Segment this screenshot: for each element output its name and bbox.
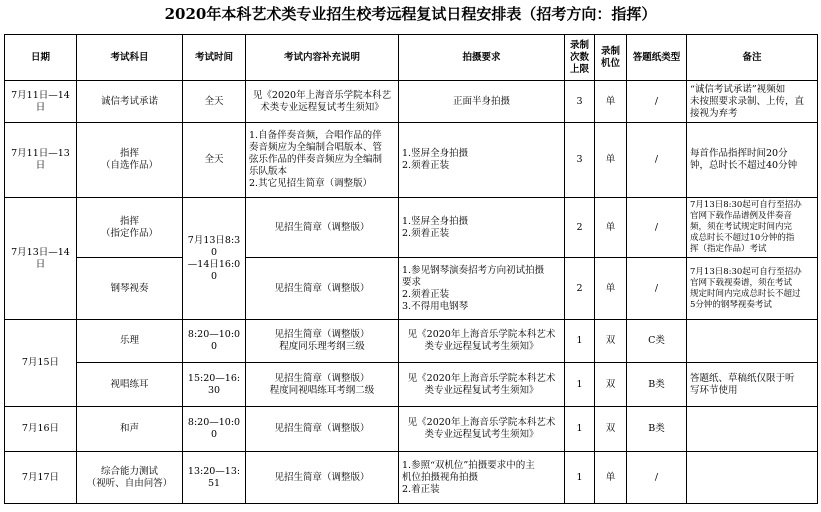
table-row <box>5 123 818 198</box>
cell-content: 见招生简章（调整版） <box>246 452 399 504</box>
cell-sheet: B类 <box>627 407 687 452</box>
header-answer-sheet: 答题纸类型 <box>627 35 687 81</box>
cell-content: 见招生简章（调整版） 程度同视唱练耳考纲二级 <box>246 363 399 407</box>
cell-date: 7月15日 <box>5 320 77 407</box>
cell-date: 7月17日 <box>5 452 77 504</box>
cell-limit: 1 <box>565 320 595 363</box>
cell-position: 单 <box>595 198 627 258</box>
cell-content: 见招生简章（调整版） <box>246 407 399 452</box>
cell-shooting: 1.竖屏全身拍摄 2.须着正装 <box>399 198 565 258</box>
cell-limit: 1 <box>565 407 595 452</box>
cell-time: 8:20—10:00 <box>183 407 246 452</box>
cell-date: 7月11日—13日 <box>5 123 77 198</box>
cell-sheet: / <box>627 123 687 198</box>
header-subject: 考试科目 <box>77 35 183 81</box>
cell-position: 双 <box>595 407 627 452</box>
cell-subject: 综合能力测试 （视听、自由问答） <box>77 452 183 504</box>
cell-subject: 乐理 <box>77 320 183 363</box>
cell-remarks: 7月13日8:30起可自行至招办 官网下载视奏谱，须在考试 规定时间内完成总时长不超过 5分钟的钢琴视奏考试 <box>687 258 818 320</box>
cell-remarks: “诚信考试承诺”视频如 未按照要求录制、上传，直 接视为弃考 <box>687 81 818 123</box>
cell-date: 7月11日—14日 <box>5 81 77 123</box>
cell-limit: 2 <box>565 258 595 320</box>
cell-subject: 指挥 （自选作品） <box>77 123 183 198</box>
cell-content: 1.自备伴奏音频，合唱作品的伴 奏音频应为全编制合唱版本、管 弦乐作品的伴奏音频应为全编制 乐队版本 2.其它见招生简章（调整版） <box>246 123 399 198</box>
cell-date: 7月16日 <box>5 407 77 452</box>
cell-time: 全天 <box>183 81 246 123</box>
document-title: 2020年本科艺术类专业招生校考远程复试日程安排表（招考方向：指挥） <box>164 5 657 23</box>
header-record-position: 录制 机位 <box>595 35 627 81</box>
cell-sheet: / <box>627 258 687 320</box>
cell-remarks: 每首作品指挥时间20分 钟，总时长不超过40分钟 <box>687 123 818 198</box>
cell-position: 单 <box>595 452 627 504</box>
cell-subject: 和声 <box>77 407 183 452</box>
cell-position: 双 <box>595 363 627 407</box>
header-date: 日期 <box>5 35 77 81</box>
cell-time: 7月13日8:30 —14日16:00 <box>183 198 246 320</box>
table-row <box>5 258 818 320</box>
cell-position: 双 <box>595 320 627 363</box>
header-shooting: 拍摄要求 <box>399 35 565 81</box>
cell-sheet: C类 <box>627 320 687 363</box>
header-content: 考试内容补充说明 <box>246 35 399 81</box>
header-record-limit: 录制 次数 上限 <box>565 35 595 81</box>
cell-content: 见招生简章（调整版） <box>246 198 399 258</box>
table-row <box>5 320 818 363</box>
cell-date: 7月13日—14日 <box>5 198 77 320</box>
cell-position: 单 <box>595 258 627 320</box>
table-row <box>5 452 818 504</box>
cell-remarks: 答题纸、草稿纸仅限于听 写环节使用 <box>687 363 818 407</box>
cell-shooting: 见《2020年上海音乐学院本科艺术 类专业远程复试考生须知》 <box>399 363 565 407</box>
header-row <box>5 35 818 81</box>
cell-limit: 1 <box>565 363 595 407</box>
cell-subject: 钢琴视奏 <box>77 258 183 320</box>
cell-position: 单 <box>595 123 627 198</box>
table-row <box>5 81 818 123</box>
cell-content: 见招生简章（调整版） 程度同乐理考纲三级 <box>246 320 399 363</box>
cell-shooting: 1.参照“双机位”拍摄要求中的主 机位拍摄视角拍摄 2.着正装 <box>399 452 565 504</box>
cell-time: 8:20—10:00 <box>183 320 246 363</box>
cell-limit: 3 <box>565 81 595 123</box>
cell-remarks <box>687 452 818 504</box>
cell-sheet: / <box>627 452 687 504</box>
table-row <box>5 363 818 407</box>
cell-limit: 3 <box>565 123 595 198</box>
cell-remarks <box>687 407 818 452</box>
cell-subject: 视唱练耳 <box>77 363 183 407</box>
cell-subject: 诚信考试承诺 <box>77 81 183 123</box>
header-time: 考试时间 <box>183 35 246 81</box>
cell-shooting: 1.竖屏全身拍摄 2.须着正装 <box>399 123 565 198</box>
cell-time: 全天 <box>183 123 246 198</box>
cell-position: 单 <box>595 81 627 123</box>
cell-shooting: 正面半身拍摄 <box>399 81 565 123</box>
schedule-table <box>4 34 818 504</box>
cell-time: 15:20—16:30 <box>183 363 246 407</box>
header-remarks: 备注 <box>687 35 818 81</box>
cell-remarks <box>687 320 818 363</box>
cell-limit: 1 <box>565 452 595 504</box>
cell-shooting: 1.参见钢琴演奏招考方向初试拍摄 要求 2.须着正装 3.不得用电钢琴 <box>399 258 565 320</box>
cell-sheet: / <box>627 198 687 258</box>
cell-sheet: B类 <box>627 363 687 407</box>
cell-content: 见招生简章（调整版） <box>246 258 399 320</box>
cell-remarks: 7月13日8:30起可自行至招办 官网下载作品谱例及伴奏音 频，须在考试规定时间内完 成总时长不超过10分钟的指 挥（指定作品）考试 <box>687 198 818 258</box>
table-row <box>5 407 818 452</box>
cell-shooting: 见《2020年上海音乐学院本科艺术 类专业远程复试考生须知》 <box>399 320 565 363</box>
table-row <box>5 198 818 258</box>
cell-shooting: 见《2020年上海音乐学院本科艺术 类专业远程复试考生须知》 <box>399 407 565 452</box>
cell-sheet: / <box>627 81 687 123</box>
cell-time: 13:20—13:51 <box>183 452 246 504</box>
cell-limit: 2 <box>565 198 595 258</box>
cell-content: 见《2020年上海音乐学院本科艺 术类专业远程复试考生须知》 <box>246 81 399 123</box>
cell-subject: 指挥 （指定作品） <box>77 198 183 258</box>
